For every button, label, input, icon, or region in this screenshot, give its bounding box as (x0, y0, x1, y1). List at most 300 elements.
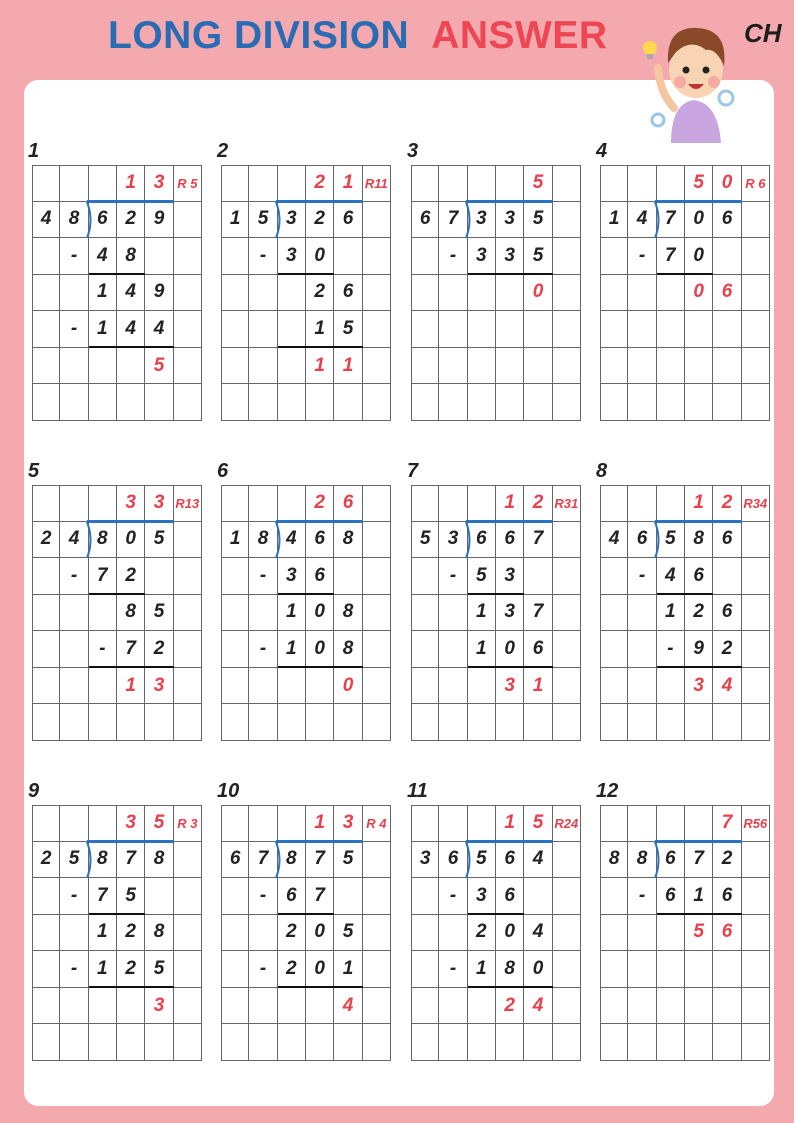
grid-cell (657, 988, 685, 1025)
grid-cell (89, 348, 117, 385)
grid-cell (32, 988, 60, 1025)
grid-cell: - (249, 558, 277, 595)
grid-cell: 2 (713, 842, 741, 879)
grid-cell: - (249, 951, 277, 988)
grid-cell (600, 384, 628, 421)
grid-cell: 7 (685, 842, 713, 879)
grid-cell (221, 1024, 249, 1061)
quotient-digit (439, 165, 467, 202)
quotient-digit (32, 805, 60, 842)
grid-cell (468, 704, 496, 741)
grid-cell (278, 311, 306, 348)
grid-cell: 6 (628, 522, 656, 559)
grid-cell: 1 (278, 595, 306, 632)
quotient-digit: 1 (117, 165, 145, 202)
grid-cell (249, 311, 277, 348)
grid-cell: 9 (685, 631, 713, 668)
grid-cell (553, 238, 581, 275)
grid-cell: - (60, 311, 88, 348)
grid-cell (628, 631, 656, 668)
grid-cell: - (657, 631, 685, 668)
grid-cell: 6 (685, 558, 713, 595)
grid-cell (742, 348, 770, 385)
problem-number: 6 (217, 460, 229, 482)
quotient-digit (628, 165, 656, 202)
grid-cell: 4 (600, 522, 628, 559)
grid-cell (249, 348, 277, 385)
grid-cell (174, 238, 202, 275)
grid-cell: - (60, 951, 88, 988)
grid-cell (411, 878, 439, 915)
quotient-digit (249, 805, 277, 842)
grid-cell (306, 1024, 334, 1061)
grid-cell (278, 1024, 306, 1061)
grid-cell: 0 (496, 915, 524, 952)
quotient-digit (221, 165, 249, 202)
grid-cell (334, 558, 362, 595)
grid-cell (553, 951, 581, 988)
subtraction-line (89, 593, 146, 595)
grid-cell: 0 (306, 238, 334, 275)
grid-cell (553, 202, 581, 239)
quotient-digit (32, 485, 60, 522)
grid-cell: 4 (60, 522, 88, 559)
grid-cell (32, 1024, 60, 1061)
quotient-digit (278, 485, 306, 522)
grid-cell: 5 (334, 842, 362, 879)
grid-cell (600, 668, 628, 705)
grid-cell (553, 275, 581, 312)
grid-cell (628, 915, 656, 952)
grid-cell (439, 275, 467, 312)
grid-cell (657, 668, 685, 705)
grid-cell: 5 (411, 522, 439, 559)
quotient-digit (89, 485, 117, 522)
grid-cell (411, 238, 439, 275)
grid-cell: 0 (496, 631, 524, 668)
grid-cell (363, 275, 391, 312)
grid-cell (411, 558, 439, 595)
grid-cell (363, 238, 391, 275)
grid-cell (363, 595, 391, 632)
division-bar (87, 840, 174, 843)
grid-cell: 8 (600, 842, 628, 879)
grid-cell: 8 (628, 842, 656, 879)
grid-cell (145, 704, 173, 741)
grid-cell: - (89, 631, 117, 668)
grid-cell: 3 (411, 842, 439, 879)
division-bar (655, 840, 742, 843)
grid-cell: - (60, 878, 88, 915)
grid-cell (439, 631, 467, 668)
grid-cell: 8 (89, 842, 117, 879)
grid-cell: 5 (524, 202, 552, 239)
problem-number: 11 (407, 780, 428, 802)
grid-cell: - (249, 878, 277, 915)
problem-number: 4 (596, 140, 608, 162)
grid-cell (32, 878, 60, 915)
quotient-digit (60, 805, 88, 842)
problem-number: 7 (407, 460, 419, 482)
problem-grid-4 (600, 165, 770, 421)
brand-logo: CH (744, 18, 782, 48)
grid-cell (657, 1024, 685, 1061)
grid-cell (524, 348, 552, 385)
grid-cell (174, 311, 202, 348)
grid-cell (174, 595, 202, 632)
grid-cell: 6 (657, 842, 685, 879)
boy-illustration-icon (636, 8, 746, 148)
grid-cell: 6 (334, 275, 362, 312)
quotient-digit (60, 165, 88, 202)
grid-cell (524, 704, 552, 741)
grid-cell: 2 (278, 915, 306, 952)
grid-cell (742, 631, 770, 668)
grid-cell: 6 (334, 202, 362, 239)
grid-cell (439, 348, 467, 385)
grid-cell (713, 558, 741, 595)
grid-cell: 1 (468, 631, 496, 668)
grid-cell (60, 384, 88, 421)
grid-cell (657, 384, 685, 421)
grid-cell (600, 704, 628, 741)
grid-cell (742, 1024, 770, 1061)
division-bar (87, 200, 174, 203)
grid-cell: 8 (145, 915, 173, 952)
grid-cell (713, 988, 741, 1025)
grid-cell (685, 384, 713, 421)
grid-cell: - (60, 238, 88, 275)
grid-cell (32, 631, 60, 668)
grid-cell (363, 842, 391, 879)
grid-cell (278, 668, 306, 705)
grid-cell (713, 1024, 741, 1061)
grid-cell (496, 1024, 524, 1061)
grid-cell (742, 202, 770, 239)
grid-cell (553, 668, 581, 705)
remainder-label: R 5 (174, 165, 202, 202)
grid-cell (363, 202, 391, 239)
grid-cell (553, 842, 581, 879)
grid-cell: 8 (334, 522, 362, 559)
grid-cell (60, 631, 88, 668)
problem-grid-2 (221, 165, 391, 421)
grid-cell (600, 1024, 628, 1061)
grid-cell (496, 704, 524, 741)
grid-cell: 2 (468, 915, 496, 952)
quotient-digit (439, 805, 467, 842)
grid-cell: 8 (89, 522, 117, 559)
grid-cell (60, 704, 88, 741)
grid-cell (306, 384, 334, 421)
grid-cell (174, 915, 202, 952)
grid-cell (306, 704, 334, 741)
grid-cell (363, 668, 391, 705)
subtraction-line (278, 986, 363, 988)
grid-cell: 7 (657, 202, 685, 239)
grid-cell (334, 238, 362, 275)
grid-cell (411, 704, 439, 741)
grid-cell (713, 311, 741, 348)
quotient-digit (600, 165, 628, 202)
quotient-digit: 5 (685, 165, 713, 202)
grid-cell: 3 (496, 595, 524, 632)
subtraction-line (89, 346, 174, 348)
grid-cell (249, 988, 277, 1025)
division-bracket-icon (653, 842, 661, 878)
grid-cell: 4 (524, 842, 552, 879)
grid-cell: 5 (145, 348, 173, 385)
grid-cell (32, 951, 60, 988)
grid-cell: 7 (117, 842, 145, 879)
quotient-digit (496, 165, 524, 202)
grid-cell (60, 595, 88, 632)
grid-cell (628, 704, 656, 741)
grid-cell: 6 (306, 522, 334, 559)
grid-cell (363, 311, 391, 348)
grid-cell: 1 (221, 202, 249, 239)
grid-cell: 7 (524, 522, 552, 559)
division-bracket-icon (85, 842, 93, 878)
grid-cell: 0 (685, 202, 713, 239)
quotient-digit: 1 (685, 485, 713, 522)
quotient-digit: 2 (306, 165, 334, 202)
grid-cell (117, 988, 145, 1025)
remainder-label (553, 165, 581, 202)
grid-cell (174, 704, 202, 741)
grid-cell (628, 595, 656, 632)
quotient-digit (411, 805, 439, 842)
grid-cell: 3 (468, 878, 496, 915)
grid-cell: 2 (713, 631, 741, 668)
grid-cell (468, 348, 496, 385)
grid-cell: 4 (278, 522, 306, 559)
grid-cell: 4 (117, 311, 145, 348)
grid-cell: 5 (117, 878, 145, 915)
grid-cell: 6 (306, 558, 334, 595)
quotient-digit: 3 (145, 485, 173, 522)
division-bracket-icon (274, 842, 282, 878)
grid-cell: 6 (468, 522, 496, 559)
grid-cell (363, 384, 391, 421)
grid-cell: 6 (496, 878, 524, 915)
quotient-digit (221, 485, 249, 522)
grid-cell (249, 595, 277, 632)
quotient-digit (89, 805, 117, 842)
subtraction-line (657, 593, 714, 595)
grid-cell (221, 915, 249, 952)
grid-cell: 3 (468, 202, 496, 239)
grid-cell (221, 348, 249, 385)
grid-cell (685, 704, 713, 741)
grid-cell (524, 878, 552, 915)
grid-cell (32, 275, 60, 312)
grid-cell: 6 (89, 202, 117, 239)
quotient-digit (600, 485, 628, 522)
grid-cell: 3 (496, 238, 524, 275)
grid-cell: 4 (32, 202, 60, 239)
grid-cell: - (60, 558, 88, 595)
division-bar (466, 520, 553, 523)
grid-cell (334, 878, 362, 915)
grid-cell: 1 (685, 878, 713, 915)
grid-cell (411, 1024, 439, 1061)
grid-cell (742, 275, 770, 312)
grid-cell (174, 348, 202, 385)
grid-cell: 3 (278, 558, 306, 595)
grid-cell (411, 668, 439, 705)
grid-cell (742, 878, 770, 915)
grid-cell (32, 238, 60, 275)
grid-cell (628, 384, 656, 421)
remainder-label: R34 (742, 485, 770, 522)
grid-cell: 3 (278, 238, 306, 275)
grid-cell (221, 275, 249, 312)
grid-cell: 3 (496, 668, 524, 705)
grid-cell: 5 (334, 311, 362, 348)
grid-cell (174, 275, 202, 312)
grid-cell: 6 (713, 595, 741, 632)
grid-cell (278, 275, 306, 312)
grid-cell (363, 522, 391, 559)
grid-cell (278, 384, 306, 421)
subtraction-line (468, 273, 553, 275)
grid-cell: 6 (713, 878, 741, 915)
grid-cell (439, 384, 467, 421)
subtraction-line (657, 273, 714, 275)
grid-cell: 2 (32, 522, 60, 559)
grid-cell: 6 (278, 878, 306, 915)
grid-cell (411, 595, 439, 632)
grid-cell (334, 704, 362, 741)
grid-cell: 6 (713, 275, 741, 312)
grid-cell (553, 704, 581, 741)
problem-number: 8 (596, 460, 608, 482)
division-bracket-icon (274, 202, 282, 238)
problem-grid-1 (32, 165, 202, 421)
grid-cell (117, 704, 145, 741)
grid-cell (742, 595, 770, 632)
grid-cell: - (628, 878, 656, 915)
grid-cell (174, 384, 202, 421)
grid-cell: 7 (89, 558, 117, 595)
grid-cell (221, 668, 249, 705)
grid-cell: 5 (524, 238, 552, 275)
grid-cell: 8 (496, 951, 524, 988)
grid-cell: 2 (145, 631, 173, 668)
grid-cell (221, 384, 249, 421)
quotient-digit (278, 165, 306, 202)
grid-cell: - (439, 878, 467, 915)
grid-cell (713, 704, 741, 741)
remainder-label: R31 (553, 485, 581, 522)
grid-cell: 1 (657, 595, 685, 632)
problem-grid-7 (411, 485, 581, 741)
grid-cell: 2 (496, 988, 524, 1025)
grid-cell (600, 311, 628, 348)
grid-cell: 2 (685, 595, 713, 632)
grid-cell: 0 (117, 522, 145, 559)
grid-cell (221, 878, 249, 915)
quotient-digit: 3 (117, 805, 145, 842)
grid-cell (600, 348, 628, 385)
division-bar (655, 200, 742, 203)
subtraction-line (89, 986, 174, 988)
quotient-digit (468, 805, 496, 842)
grid-cell (89, 988, 117, 1025)
grid-cell (553, 311, 581, 348)
grid-cell (89, 1024, 117, 1061)
problem-number: 2 (217, 140, 229, 162)
subtraction-line (89, 913, 146, 915)
grid-cell: 4 (657, 558, 685, 595)
grid-cell: 2 (306, 202, 334, 239)
grid-cell (628, 988, 656, 1025)
grid-cell (411, 275, 439, 312)
grid-cell: 1 (524, 668, 552, 705)
grid-cell (553, 878, 581, 915)
grid-cell: 7 (249, 842, 277, 879)
remainder-label: R 4 (363, 805, 391, 842)
quotient-digit (249, 485, 277, 522)
grid-cell (32, 558, 60, 595)
grid-cell: 0 (524, 951, 552, 988)
quotient-digit (468, 165, 496, 202)
grid-cell (363, 951, 391, 988)
grid-cell: 6 (713, 202, 741, 239)
grid-cell (411, 951, 439, 988)
grid-cell: 6 (657, 878, 685, 915)
problem-grid-9 (32, 805, 202, 1061)
problem-grid-6 (221, 485, 391, 741)
grid-cell (742, 951, 770, 988)
grid-cell (411, 988, 439, 1025)
quotient-digit: 2 (306, 485, 334, 522)
grid-cell (411, 631, 439, 668)
grid-cell: 6 (713, 915, 741, 952)
grid-cell: 3 (145, 988, 173, 1025)
grid-cell: 5 (657, 522, 685, 559)
grid-cell: 1 (468, 595, 496, 632)
grid-cell: - (439, 238, 467, 275)
grid-cell: 4 (628, 202, 656, 239)
grid-cell: 1 (306, 348, 334, 385)
grid-cell (685, 348, 713, 385)
grid-cell (60, 988, 88, 1025)
subtraction-line (468, 986, 553, 988)
grid-cell (411, 915, 439, 952)
grid-cell: 5 (145, 951, 173, 988)
grid-cell (496, 384, 524, 421)
problem-grid-8 (600, 485, 770, 741)
grid-cell (713, 384, 741, 421)
grid-cell (628, 668, 656, 705)
grid-cell: 1 (600, 202, 628, 239)
grid-cell (713, 348, 741, 385)
grid-cell: 4 (89, 238, 117, 275)
problem-grid-12 (600, 805, 770, 1061)
grid-cell (628, 1024, 656, 1061)
subtraction-line (89, 273, 146, 275)
grid-cell (600, 878, 628, 915)
quotient-digit: 1 (306, 805, 334, 842)
grid-cell: - (628, 558, 656, 595)
quotient-digit: 7 (713, 805, 741, 842)
grid-cell (221, 558, 249, 595)
grid-cell (439, 915, 467, 952)
grid-cell: 7 (524, 595, 552, 632)
grid-cell (363, 988, 391, 1025)
